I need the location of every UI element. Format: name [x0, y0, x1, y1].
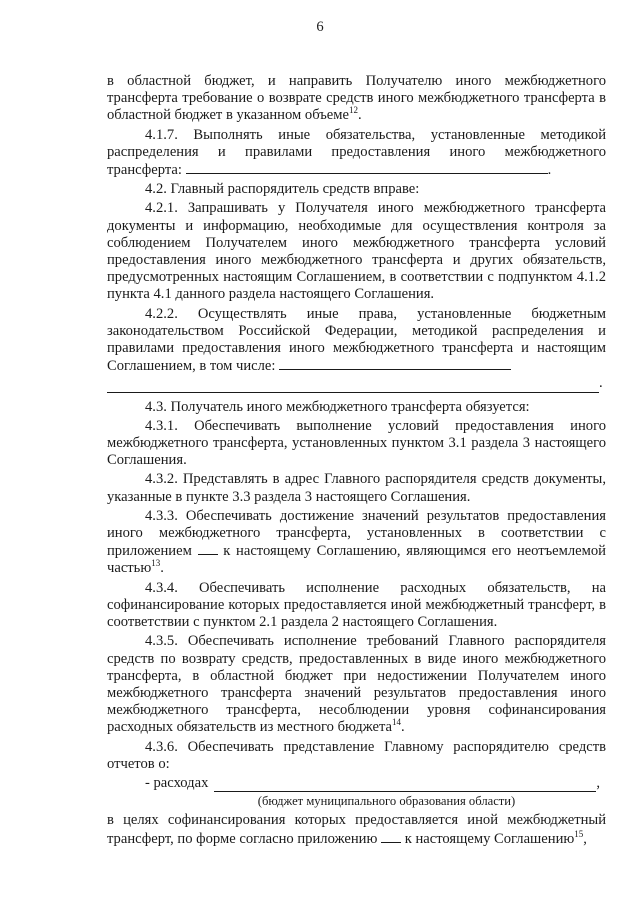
fill-in-line: [279, 357, 511, 370]
paragraph-text: к настоящему Соглашению: [404, 830, 575, 847]
paragraph-4-1-7: [107, 127, 606, 180]
list-item-label: - расходах: [145, 774, 209, 791]
paragraph-text: 4.3.3. Обеспечивать достижение значений результатов предоставления иного межбюджетного трансферта, установленных в соответствии с приложением: [107, 507, 606, 560]
document-body: [107, 73, 606, 848]
paragraph-end: .: [358, 107, 362, 124]
paragraph-4-3-3: [107, 508, 606, 578]
paragraph-4-3-4: 4.3.4. Обеспечивать исполнение расходных обязательств, на софинансирование которых предоставляется иной межбюджетный трансферт, в соответствии с пунктом 2.1 раздела 2 настоящего Соглашения.: [107, 579, 606, 631]
fill-in-row: [107, 775, 606, 792]
paragraph-4-3-1: 4.3.1. Обеспечивать выполнение условий предоставления иного межбюджетного трансферта, установленных пунктом 3.1 раздела 3 настоящего Соглашения.: [107, 417, 606, 469]
paragraph-text: в областной бюджет, и направить Получателю иного межбюджетного трансферта требование о возврате средств иного межбюджетного трансферта в областной бюджет в указанном объеме: [107, 73, 606, 124]
fill-in-line: [107, 379, 599, 393]
fill-in-row: [107, 375, 606, 392]
footnote-ref: 14: [392, 717, 402, 728]
paragraph-4-2: 4.2. Главный распорядитель средств вправе:: [145, 181, 420, 198]
paragraph-end: ,: [596, 774, 601, 791]
paragraph-text: 4.3.5. Обеспечивать исполнение требований Главного распорядителя средств по возврату средств, предоставленных в виде иного межбюджетного трансферта, в областной бюджет при недостижении Получателем иного межбюджетного трансферта значений результатов предоставления иного межбюджетного трансферта, несоблюдении уровня софинансирования расходных обязательств из местного бюджета: [107, 633, 606, 736]
paragraph-continuation: [107, 812, 606, 847]
footnote-ref: 13: [151, 558, 161, 569]
field-caption: (бюджет муниципального образования области): [257, 794, 516, 809]
paragraph-4-3-6: 4.3.6. Обеспечивать представление Главному распорядителю средств отчетов о:: [107, 738, 606, 772]
paragraph-4-3-2: 4.3.2. Представлять в адрес Главного распорядителя средств документы, указанные в пункте 3.3 раздела 3 настоящего Соглашения.: [107, 471, 606, 505]
fill-in-line: [186, 161, 548, 174]
paragraph-end: ,: [583, 830, 587, 847]
appendix-number-blank: [198, 542, 218, 555]
paragraph-text: 4.1.7. Выполнять иные обязательства, установленные методикой распределения и правилами предоставления иного межбюджетного трансферта:: [107, 126, 606, 179]
footnote-ref: 12: [349, 105, 358, 116]
paragraph-4-2-1: 4.2.1. Запрашивать у Получателя иного межбюджетного трансферта документы и информацию, необходимые для осуществления контроля за соблюдением Получателем иного межбюджетного трансферта условий предоставления иного межбюджетного трансферта и других обязательств, предусмотренных настоящим Соглашением, в соответствии с подпунктом 4.1.2 пункта 4.1 данного раздела настоящего Соглашения.: [107, 200, 606, 303]
paragraph-end: .: [160, 560, 164, 577]
paragraph-4-2-2: [107, 306, 606, 376]
paragraph-end: .: [599, 375, 603, 392]
page-number: 6: [316, 19, 324, 35]
paragraph-4-1-6-end: [107, 73, 606, 125]
paragraph-4-3: 4.3. Получатель иного межбюджетного трансферта обязуется:: [145, 398, 530, 415]
paragraph-4-3-5: [107, 633, 606, 736]
paragraph-end: .: [547, 162, 552, 179]
paragraph-text: к настоящему Соглашению, являющимся его неотъемлемой частью: [107, 543, 606, 577]
paragraph-text: 4.2.2. Осуществлять иные права, установленные бюджетным законодательством Российской Федерации, методикой распределения и правилами предоставления иного межбюджетного трансферта и настоящим Соглашением, в том числе:: [107, 305, 606, 375]
footnote-ref: 15: [574, 828, 584, 839]
paragraph-end: .: [401, 719, 405, 736]
appendix-number-blank: [381, 830, 401, 843]
fill-in-line: [214, 779, 596, 792]
paragraph-text: в целях софинансирования которых предоставляется иной межбюджетный трансферт, по форме согласно приложению: [107, 812, 606, 847]
